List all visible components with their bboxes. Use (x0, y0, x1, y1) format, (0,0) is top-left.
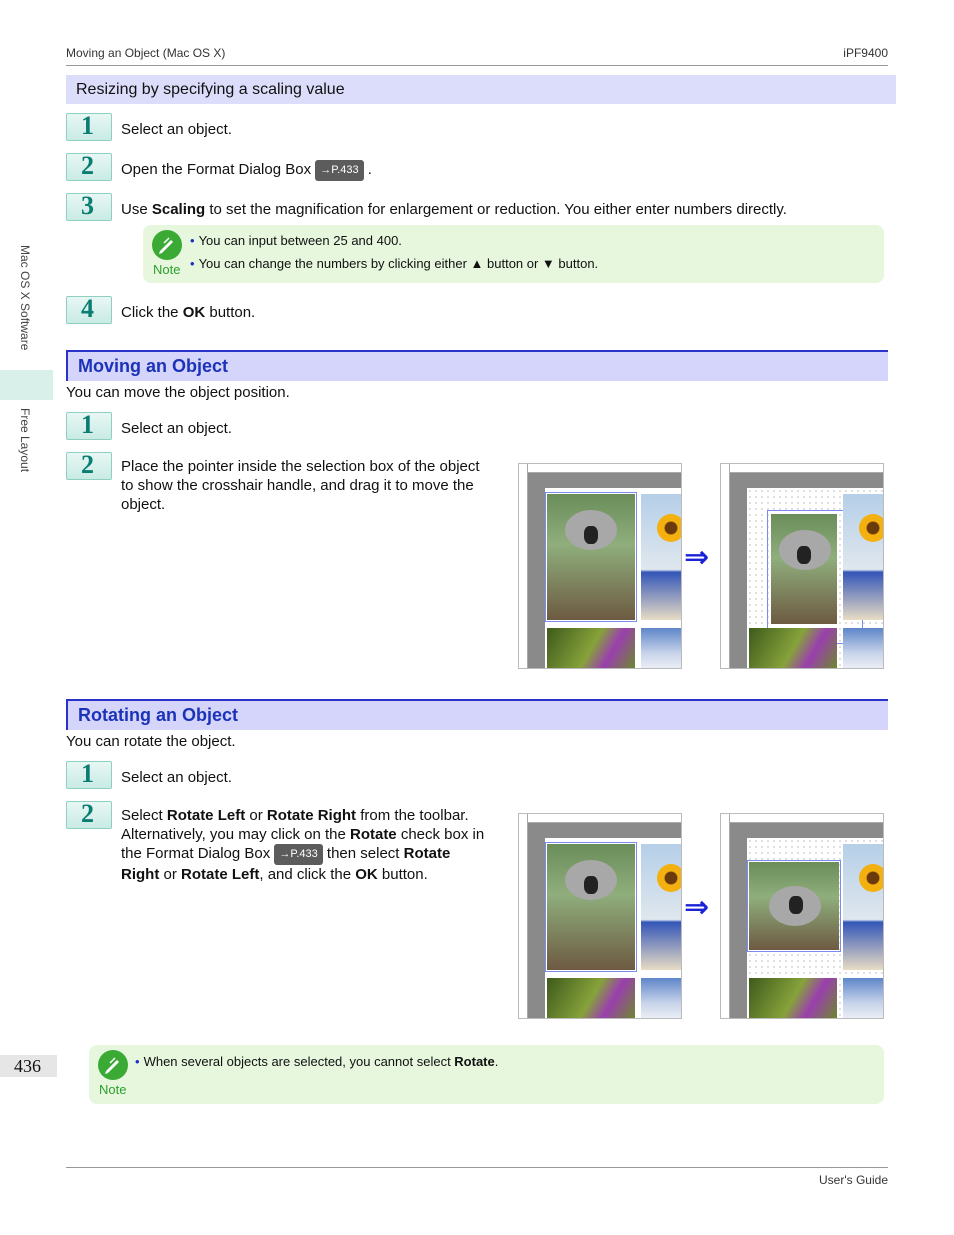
step-text: Open the Format Dialog Box →P.433 . (121, 160, 372, 181)
section-title-moving: Moving an Object (66, 350, 888, 381)
right-arrow-icon: ⇒ (684, 891, 710, 924)
selection-box (545, 842, 637, 972)
header-title: Moving an Object (Mac OS X) (66, 46, 226, 60)
blossom-photo (843, 978, 884, 1019)
layout-screenshot-after-rotate (720, 813, 884, 1019)
leaf-photo (547, 978, 635, 1019)
step-text: Click the OK button. (121, 304, 256, 321)
page-reference-link[interactable]: →P.433 (274, 844, 322, 865)
side-tab-highlight (0, 370, 53, 400)
footer-divider (66, 1167, 888, 1168)
step-number-badge: 2 (66, 801, 112, 829)
page-number: 436 (0, 1055, 57, 1077)
step-text: Use Scaling to set the magnification for enlargement or reduction. You either enter numbers directly. (121, 201, 787, 218)
right-arrow-icon: ⇒ (684, 541, 710, 574)
section-intro: You can rotate the object. (66, 733, 236, 750)
blossom-photo (843, 628, 884, 669)
step-text: Place the pointer inside the selection box of the object to show the crosshair handle, and drag it to move the object. (121, 458, 480, 513)
layout-screenshot-before-move (518, 463, 682, 669)
section-intro: You can move the object position. (66, 384, 290, 401)
header-divider (66, 65, 888, 66)
subsection-title: Resizing by specifying a scaling value (66, 75, 896, 104)
note-label: Note (99, 1082, 127, 1097)
step-text: Select an object. (121, 420, 232, 437)
note-pencil-icon (152, 230, 182, 260)
leaf-photo (547, 628, 635, 669)
leaf-photo (749, 978, 837, 1019)
page-reference-link[interactable]: →P.433 (315, 160, 363, 181)
step-number-badge: 2 (66, 452, 112, 480)
step-number-badge: 2 (66, 153, 112, 181)
flower-photo (641, 494, 682, 620)
step-number-badge: 4 (66, 296, 112, 324)
layout-screenshot-before-rotate (518, 813, 682, 1019)
side-tab-mac-software[interactable]: Mac OS X Software (18, 245, 32, 351)
step-text: Select an object. (121, 121, 232, 138)
step-number-badge: 3 (66, 193, 112, 221)
blossom-photo (641, 978, 682, 1019)
step-text: Select an object. (121, 769, 232, 786)
section-title-rotating: Rotating an Object (66, 699, 888, 730)
note-item: • You can change the numbers by clicking either ▲ button or ▼ button. (190, 256, 599, 271)
flower-photo (843, 494, 884, 620)
flower-photo (843, 844, 884, 970)
side-tab-free-layout[interactable]: Free Layout (18, 408, 32, 473)
note-item: • When several objects are selected, you cannot select Rotate. (135, 1054, 499, 1069)
footer-guide-title: User's Guide (819, 1173, 888, 1187)
step-number-badge: 1 (66, 761, 112, 789)
step-text: Select Rotate Left or Rotate Right from the toolbar. Alternatively, you may click on the Rotate check box in the Format Dialog Box →P.433 then select Rotate Right or Rotate Left, and click the OK button. (121, 807, 485, 883)
flower-photo (641, 844, 682, 970)
note-item: • You can input between 25 and 400. (190, 233, 402, 248)
layout-screenshot-after-move (720, 463, 884, 669)
header-model: iPF9400 (843, 46, 888, 60)
selection-box (545, 492, 637, 622)
leaf-photo (749, 628, 837, 669)
step-number-badge: 1 (66, 113, 112, 141)
note-label: Note (153, 262, 181, 277)
blossom-photo (641, 628, 682, 669)
note-pencil-icon (98, 1050, 128, 1080)
selection-box (747, 860, 841, 952)
step-number-badge: 1 (66, 412, 112, 440)
